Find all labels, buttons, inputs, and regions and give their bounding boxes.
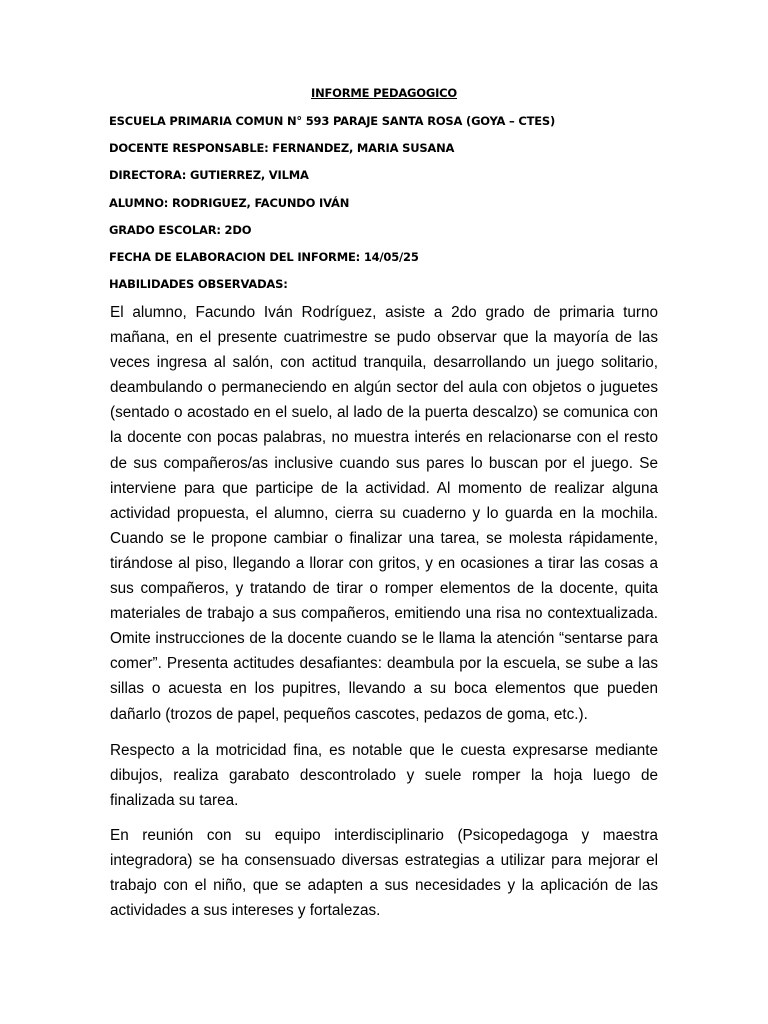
school-line: ESCUELA PRIMARIA COMUN N° 593 PARAJE SANTA ROSA (GOYA – CTES) — [109, 114, 556, 128]
skills-heading: HABILIDADES OBSERVADAS: — [109, 277, 288, 291]
paragraph-observations: El alumno, Facundo Iván Rodríguez, asiste a 2do grado de primaria turno mañana, en el presente cuatrimestre se pudo observar que la mayoría de las veces ingresa al salón, con actitud tranquila, desarrollando un juego solitario, deambulando o permaneciendo en algún sector del aula con objetos o juguetes (sentado o acostado en el suelo, al lado de la puerta descalzo) se comunica con la docente con pocas palabras, no muestra interés en relacionarse con el resto de sus compañeros/as inclusive cuando sus pares lo buscan por el juego. Se interviene para que participe de la actividad. Al momento de realizar alguna actividad propuesta, el alumno, cierra su cuaderno y lo guarda en la mochila. Cuando se le propone cambiar o finalizar una tarea, se molesta rápidamente, tirándose al piso, llegando a llorar con gritos, y en ocasiones a tirar las cosas a sus compañeros, y tratando de tirar o romper elementos de la docente, quita materiales de trabajo a sus compañeros, emitiendo una risa no contextualizada. Omite instrucciones de la docente cuando se le llama la atención “sentarse para comer”. Presenta actitudes desafiantes: deambula por la escuela, se sube a las sillas o acuesta en los pupitres, llevando a su boca elementos que pueden dañarlo (trozos de papel, pequeños cascotes, pedazos de goma, etc.). — [110, 304, 658, 723]
grade-line: GRADO ESCOLAR: 2DO — [109, 223, 252, 237]
student-line: ALUMNO: RODRIGUEZ, FACUNDO IVÁN — [109, 196, 350, 210]
paragraph-fine-motor: Respecto a la motricidad fina, es notable que le cuesta expresarse mediante dibujos, realiza garabato descontrolado y suele romper la hoja luego de finalizada su tarea. — [110, 742, 658, 810]
paragraph-team-meeting: En reunión con su equipo interdisciplinario (Psicopedagoga y maestra integradora) se ha consensuado diversas estrategias a utilizar para mejorar el trabajo con el niño, que se adapten a sus necesidades y la aplicación de las actividades a sus intereses y fortalezas. — [110, 827, 658, 920]
date-line: FECHA DE ELABORACION DEL INFORME: 14/05/25 — [109, 250, 419, 264]
document-title: INFORME PEDAGOGICO — [311, 86, 457, 100]
director-line: DIRECTORA: GUTIERREZ, VILMA — [109, 168, 309, 182]
teacher-line: DOCENTE RESPONSABLE: FERNANDEZ, MARIA SUSANA — [109, 141, 455, 155]
